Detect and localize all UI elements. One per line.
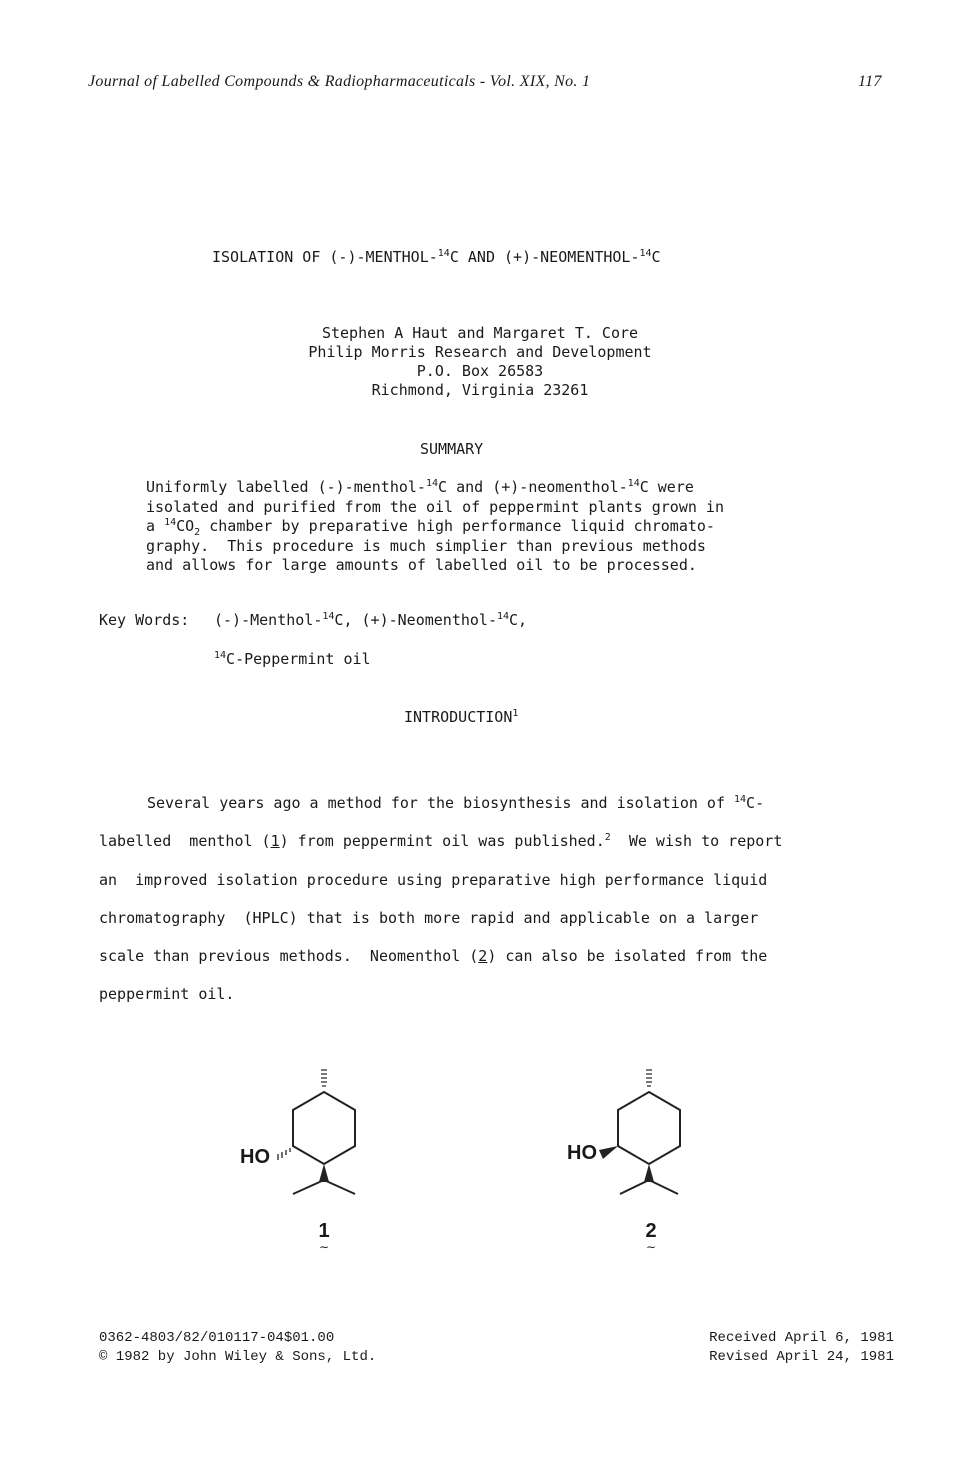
summary-text: Uniformly labelled (-)-menthol-$^{14}$C and (+)-neomenthol-$^{14}$C were isolated and purified from the oil of peppermint plants grown in a $^{14}CO_2$ chamber by preparative high performance liquid chromato- graphy. This procedure is much simplier than previous methods and allows for large amounts of labelled oil to be processed. <box>146 478 724 574</box>
footer-received: Received April 6, 1981 <box>709 1330 894 1346</box>
author-city: Richmond, Virginia 23261 <box>371 381 589 399</box>
paper-title: ISOLATION OF (-)-MENTHOL-$^{14}$C AND (+)-NEOMENTHOL-$^{14}$C <box>212 248 661 266</box>
author-affiliation: Philip Morris Research and Development <box>308 343 652 361</box>
keywords-line-2: $^{14}$C-Peppermint oil <box>214 650 371 668</box>
keywords-line-1: (-)-Menthol-$^{14}$C, (+)-Neomenthol-$^{14}$C, <box>214 611 528 629</box>
author-names: Stephen A Haut and Margaret T. Core <box>321 324 639 342</box>
footer-copyright: © 1982 by John Wiley & Sons, Ltd. <box>99 1349 377 1365</box>
footer-right <box>709 1329 894 1367</box>
neomenthol-compound-number: 2 ∼ <box>645 1220 657 1254</box>
footer-left <box>99 1329 376 1367</box>
author-block <box>200 324 760 400</box>
neomenthol-ho-label: HO <box>567 1142 597 1164</box>
menthol-compound-number: 1 ∼ <box>318 1220 330 1254</box>
author-box: P.O. Box 26583 <box>416 362 544 380</box>
introduction-heading: INTRODUCTION$^1$ <box>404 708 519 726</box>
introduction-paragraph: Several years ago a method for the biosynthesis and isolation of $^{14}$C- labelled menthol (1) from peppermint oil was published.$^2$ We wish to report an improved isolation procedure using preparative high performance liquid chromatography (HPLC) that is both more rapid and applicable on a larger scale than previous methods. Neomenthol (2) can also be isolated from the peppermint oil. <box>99 794 783 1004</box>
summary-heading: SUMMARY <box>420 440 484 458</box>
footer-revised: Revised April 24, 1981 <box>709 1349 894 1365</box>
page-number: 117 <box>858 73 882 90</box>
menthol-ho-label: HO <box>240 1146 270 1168</box>
footer-code: 0362-4803/82/010117-04$01.00 <box>99 1330 335 1346</box>
keywords-label: Key Words: <box>99 611 190 629</box>
journal-header: Journal of Labelled Compounds & Radiopharmaceuticals - Vol. XIX, No. 1 <box>88 73 591 90</box>
